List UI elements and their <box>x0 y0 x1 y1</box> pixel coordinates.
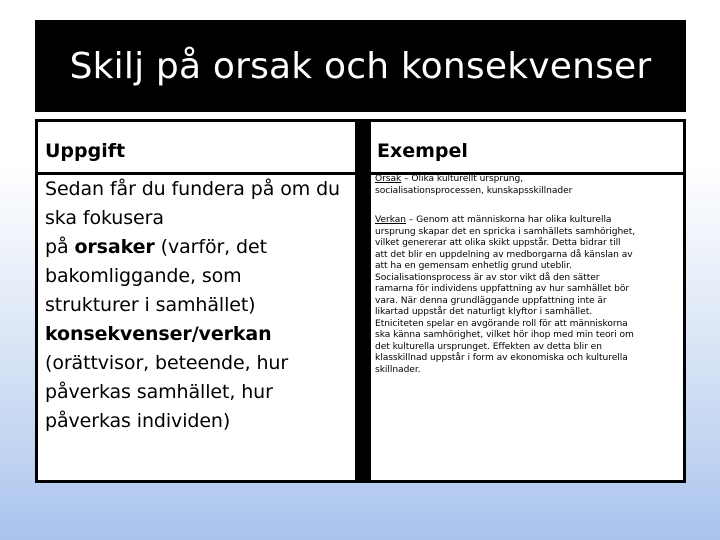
example-line: vilket genererar att olika skikt uppstår. Detta bidrar till <box>375 238 621 248</box>
example-line: Etniciteten spelar en avgörande roll för att människorna <box>375 318 628 329</box>
task-text-fragment: på <box>45 236 75 258</box>
example-line: likartad uppstår det naturligt klyftor i samhället. <box>375 307 593 317</box>
example-line: att det blir en uppdelning av medborgarna då känslan av <box>375 249 633 260</box>
example-line: socialisationsprocessen, kunskapsskillnader <box>375 185 573 196</box>
task-line: påverkas samhället, hur <box>45 381 273 403</box>
header-example: Exempel <box>377 140 468 162</box>
term-orsak: Orsak <box>375 174 402 184</box>
task-line: påverkas individen) <box>45 410 231 432</box>
orsak-paragraph <box>375 174 679 197</box>
example-text-fragment: – Olika kulturellt ursprung, <box>401 174 524 184</box>
task-line: (orättvisor, beteende, hur <box>45 352 289 374</box>
task-line <box>45 233 351 262</box>
example-line: Socialisationsprocess är av stor vikt då den sätter <box>375 272 600 283</box>
example-line: ramarna för individens uppfattning av hur samhället bör <box>375 284 630 294</box>
example-cell <box>371 175 683 480</box>
example-line: det kulturella ursprunget. Effekten av detta blir en <box>375 341 602 352</box>
example-text <box>375 174 679 376</box>
example-line <box>375 174 679 186</box>
task-line: ska fokusera <box>45 207 164 229</box>
task-cell <box>38 175 355 480</box>
term-verkan: Verkan <box>375 215 406 225</box>
keyword-orsaker: orsaker <box>74 236 155 258</box>
example-line: skillnader. <box>375 364 421 375</box>
task-text-fragment: (varför, det <box>154 236 267 258</box>
header-cell-task <box>38 122 355 172</box>
header-cell-example <box>371 122 683 172</box>
task-line: Sedan får du fundera på om du <box>45 178 340 200</box>
header-task: Uppgift <box>45 140 126 162</box>
example-line: att ha en gemensam enhetlig grund uteblir. <box>375 261 572 271</box>
title-bar <box>35 20 686 112</box>
verkan-paragraph <box>375 215 679 376</box>
example-text-fragment: – Genom att människorna har olika kulturella <box>406 215 612 225</box>
task-line: bakomliggande, som <box>45 265 242 287</box>
example-line: klasskillnad uppstår i form av ekonomiska och kulturella <box>375 353 628 363</box>
keyword-konsekvenser-verkan: konsekvenser/verkan <box>45 323 272 345</box>
slide-title: Skilj på orsak och konsekvenser <box>69 45 652 87</box>
task-text <box>45 175 351 436</box>
example-line: ursprung skapar det en spricka i samhällets samhörighet, <box>375 226 636 237</box>
task-line: strukturer i samhället) <box>45 294 256 316</box>
content-table <box>35 119 686 483</box>
example-line: ska känna samhörighet, vilket hör ihop med min teori om <box>375 330 634 340</box>
example-line <box>375 215 679 227</box>
example-line: vara. När denna grundläggande uppfattning inte är <box>375 295 607 306</box>
